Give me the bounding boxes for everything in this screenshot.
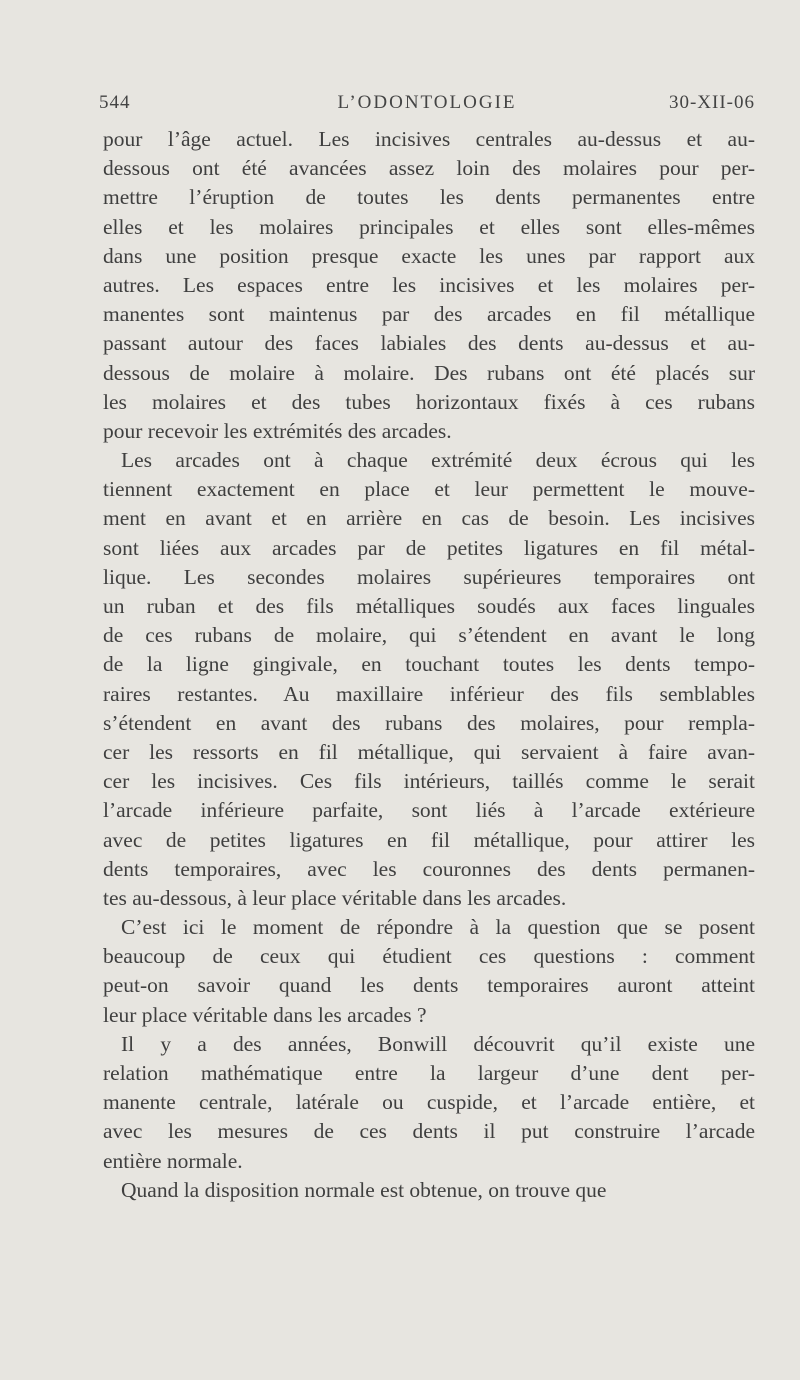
paragraph bbox=[103, 1176, 755, 1205]
text-line: Les arcades ont à chaque extrémité deux écrous qui les bbox=[121, 448, 755, 473]
text-line: peut-on savoir quand les dents temporaires auront atteint bbox=[103, 973, 755, 998]
text-line: cer les incisives. Ces fils intérieurs, taillés comme le serait bbox=[103, 769, 755, 794]
text-line: passant autour des faces labiales des dents au-dessus et au- bbox=[103, 331, 755, 356]
text-line: dents temporaires, avec les couronnes des dents permanen- bbox=[103, 856, 755, 881]
page-number: 544 bbox=[99, 92, 131, 113]
text-line: manentes sont maintenus par des arcades en fil métallique bbox=[103, 302, 755, 327]
text-line: C’est ici le moment de répondre à la question que se posent bbox=[121, 915, 755, 940]
text-line: l’arcade inférieure parfaite, sont liés à l’arcade extérieure bbox=[103, 798, 755, 823]
running-title: L’ODONTOLOGIE bbox=[337, 92, 517, 113]
text-line: dans une position presque exacte les unes par rapport aux bbox=[103, 243, 755, 268]
text-line: lique. Les secondes molaires supérieures temporaires ont bbox=[103, 564, 755, 589]
text-line: sont liées aux arcades par de petites ligatures en fil métal- bbox=[103, 535, 755, 560]
paragraph bbox=[103, 125, 755, 446]
text-line: tiennent exactement en place et leur permettent le mouve- bbox=[103, 477, 755, 502]
text-line: s’étendent en avant des rubans des molaires, pour rempla- bbox=[103, 710, 755, 735]
paragraph bbox=[103, 1030, 755, 1176]
text-line: Quand la disposition normale est obtenue, on trouve que bbox=[121, 1177, 607, 1202]
text-line: pour recevoir les extrémités des arcades. bbox=[103, 418, 452, 443]
text-line: beaucoup de ceux qui étudient ces questions : comment bbox=[103, 944, 755, 969]
issue-date: 30-XII-06 bbox=[668, 92, 755, 113]
text-line: raires restantes. Au maxillaire inférieur des fils semblables bbox=[103, 681, 755, 706]
text-line: dessous ont été avancées assez loin des molaires pour per- bbox=[103, 156, 755, 181]
text-line: dessous de molaire à molaire. Des rubans ont été placés sur bbox=[103, 360, 755, 385]
text-line: leur place véritable dans les arcades ? bbox=[103, 1002, 427, 1027]
text-line: mettre l’éruption de toutes les dents permanentes entre bbox=[103, 185, 755, 210]
text-line: de ces rubans de molaire, qui s’étendent en avant le long bbox=[103, 623, 755, 648]
text-line: tes au-dessous, à leur place véritable dans les arcades. bbox=[103, 885, 567, 910]
paragraph bbox=[103, 913, 755, 1030]
body-text bbox=[103, 125, 755, 1205]
text-line: ment en avant et en arrière en cas de besoin. Les incisives bbox=[103, 506, 755, 531]
text-line: Il y a des années, Bonwill découvrit qu’il existe une bbox=[121, 1031, 755, 1056]
text-line: un ruban et des fils métalliques soudés aux faces linguales bbox=[103, 594, 755, 618]
text-line: manente centrale, latérale ou cuspide, et l’arcade entière, et bbox=[103, 1090, 755, 1115]
text-line: entière normale. bbox=[103, 1148, 243, 1173]
text-line: autres. Les espaces entre les incisives et les molaires per- bbox=[103, 272, 755, 297]
text-line: elles et les molaires principales et elles sont elles-mêmes bbox=[103, 214, 755, 239]
text-line: pour l’âge actuel. Les incisives centrales au-dessus et au- bbox=[103, 127, 755, 151]
text-line: les molaires et des tubes horizontaux fixés à ces rubans bbox=[103, 389, 755, 414]
text-line: relation mathématique entre la largeur d’une dent per- bbox=[103, 1061, 755, 1085]
text-line: avec les mesures de ces dents il put construire l’arcade bbox=[103, 1119, 755, 1144]
paragraph bbox=[103, 446, 755, 913]
text-line: de la ligne gingivale, en touchant toutes les dents tempo- bbox=[103, 652, 755, 677]
running-header bbox=[99, 92, 755, 118]
text-line: cer les ressorts en fil métallique, qui servaient à faire avan- bbox=[103, 739, 755, 764]
text-line: avec de petites ligatures en fil métallique, pour attirer les bbox=[103, 827, 755, 852]
